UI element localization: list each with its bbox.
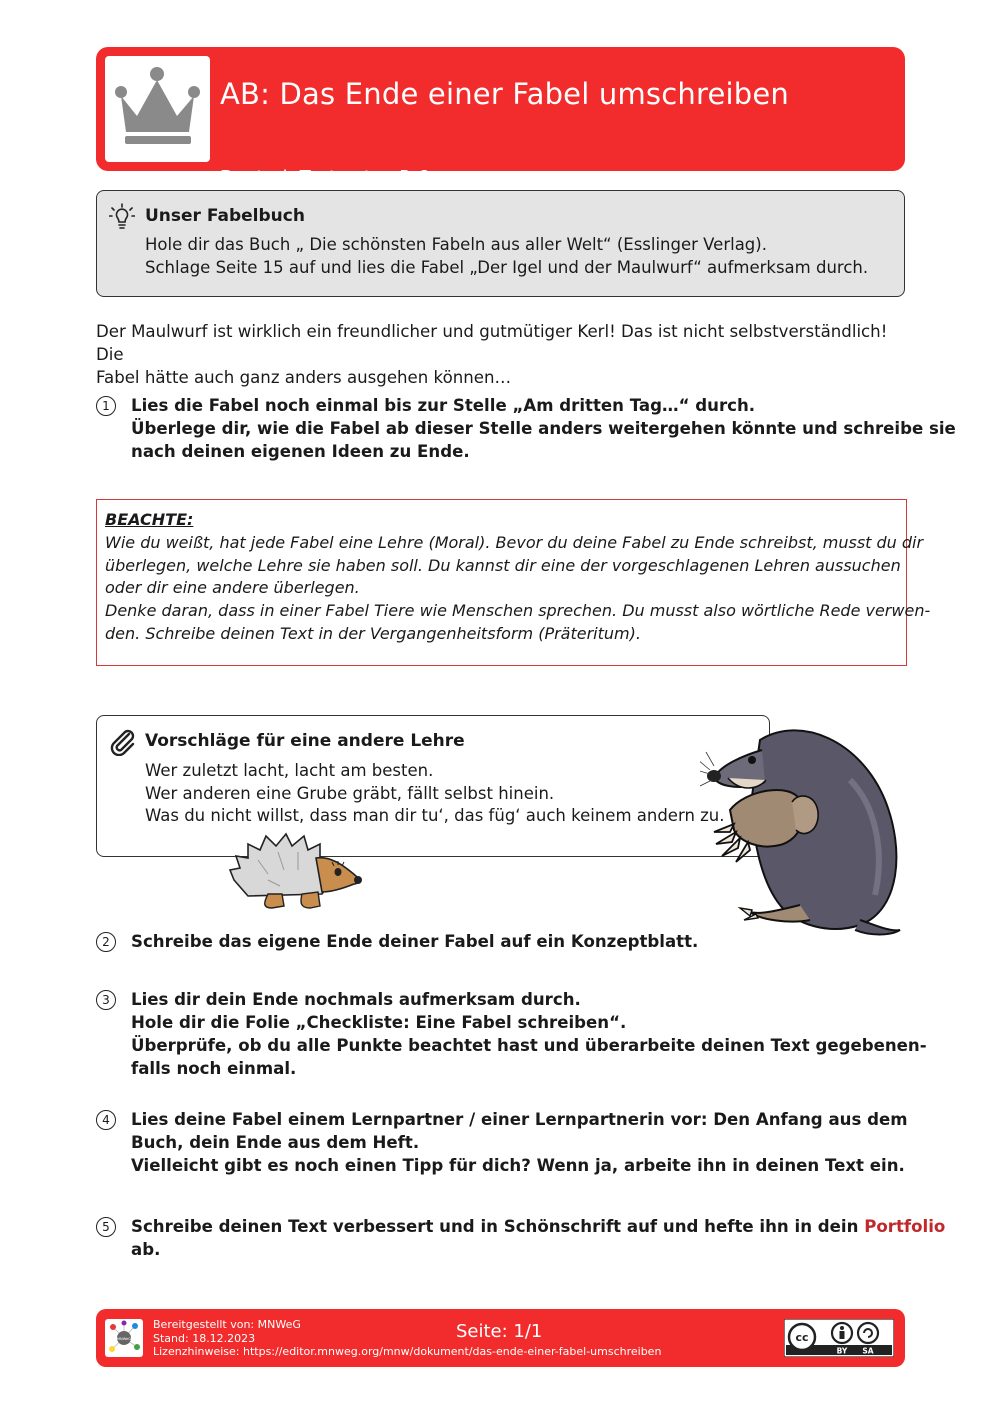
task-line: Schreibe das eigene Ende deiner Fabel auf ein Konzeptblatt. (131, 932, 699, 951)
task-line: Hole dir die Folie „Checkliste: Eine Fabel schreiben“. (131, 1013, 627, 1032)
cc-sa-label: SA (862, 1346, 874, 1356)
proposal-item: Wer anderen eine Grube gräbt, fällt selbst hinein. (145, 784, 555, 803)
info-box-line: Hole dir das Buch „ Die schönsten Fabeln aus aller Welt“ (Esslinger Verlag). (145, 235, 767, 254)
task-line: Lies die Fabel noch einmal bis zur Stelle „Am dritten Tag…“ durch. (131, 396, 756, 415)
task-number: 4 (96, 1110, 116, 1130)
task-number: 5 (96, 1217, 116, 1237)
proposals-box (96, 715, 770, 857)
task-line: falls noch einmal. (131, 1059, 297, 1078)
task-line: nach deinen eigenen Ideen zu Ende. (131, 442, 470, 461)
mnweg-logo (105, 1319, 143, 1357)
task-line: Lies deine Fabel einem Lernpartner / einer Lernpartnerin vor: Den Anfang aus dem (131, 1110, 908, 1129)
note-line: den. Schreibe deinen Text in der Vergangenheitsform (Präteritum). (105, 624, 641, 643)
note-line: Denke daran, dass in einer Fabel Tiere wie Menschen sprechen. Du musst also wörtliche Rede verwen- (105, 601, 931, 620)
task-number: 3 (96, 990, 116, 1010)
mnweg-logo-icon (105, 1319, 143, 1357)
proposal-item: Was du nicht willst, dass man dir tu‘, das füg‘ auch keinem andern zu. (145, 806, 725, 825)
task-number: 2 (96, 932, 116, 952)
logo-text: MNWeG (116, 1337, 132, 1341)
page-subtitle: Deutsch Textsorten R 6 (220, 167, 429, 188)
cc-by-sa-badge (784, 1319, 894, 1357)
hedgehog-illustration (228, 830, 366, 914)
footer-provided: Bereitgestellt von: MNWeG (153, 1318, 301, 1331)
header-banner (96, 47, 905, 188)
logo-box (105, 56, 210, 162)
note-box-beachte (96, 499, 931, 666)
task-line: Buch, dein Ende aus dem Heft. (131, 1133, 420, 1152)
proposal-item: Wer zuletzt lacht, lacht am besten. (145, 761, 434, 780)
info-box-line: Schlage Seite 15 auf und lies die Fabel „Der Igel und der Maulwurf“ aufmerksam durch. (145, 258, 869, 277)
lightbulb-icon (109, 203, 135, 231)
task-line: Vielleicht gibt es noch einen Tipp für dich? Wenn ja, arbeite ihn in deinen Text ein. (131, 1156, 905, 1175)
intro-line: Fabel hätte auch ganz anders ausgehen können… (96, 368, 512, 387)
portfolio-link[interactable]: Portfolio (864, 1217, 946, 1236)
note-line: oder dir eine andere überlegen. (105, 578, 360, 597)
intro-line: Der Maulwurf ist wirklich ein freundlicher und gutmütiger Kerl! Das ist nicht selbstverständlich! Die (96, 322, 888, 364)
task-line: Schreibe deinen Text verbessert und in Schönschrift auf und hefte ihn in dein (131, 1217, 865, 1236)
task-line: Überlege dir, wie die Fabel ab dieser Stelle anders weitergehen könnte und schreibe sie (131, 419, 956, 438)
mole-illustration (700, 720, 905, 938)
task-line: ab. (131, 1240, 161, 1259)
task-line: Überprüfe, ob du alle Punkte beachtet hast und überarbeite deinen Text gegebenen- (131, 1036, 927, 1055)
footer-bar (96, 1309, 905, 1367)
paperclip-icon (109, 728, 137, 756)
task-line: Lies dir dein Ende nochmals aufmerksam durch. (131, 990, 581, 1009)
note-line: Wie du weißt, hat jede Fabel eine Lehre (Moral). Bevor du deine Fabel zu Ende schreibst, musst du dir (105, 533, 924, 552)
cc-icon: cc (795, 1331, 809, 1344)
cc-by-label: BY (836, 1346, 848, 1356)
page-number: Seite: 1/1 (456, 1321, 543, 1342)
footer-license[interactable]: Lizenzhinweise: https://editor.mnweg.org/mnw/dokument/das-ende-einer-fabel-umschreiben (153, 1345, 662, 1358)
info-box-title: Unser Fabelbuch (145, 206, 305, 226)
note-line: überlegen, welche Lehre sie haben soll. Du kannst dir eine der vorgeschlagenen Lehren aussuchen (105, 556, 901, 575)
note-heading: BEACHTE: (105, 510, 194, 529)
footer-date: Stand: 18.12.2023 (153, 1332, 256, 1345)
page-title: AB: Das Ende einer Fabel umschreiben (220, 77, 789, 111)
info-box-fabelbuch (96, 190, 905, 297)
task-number: 1 (96, 396, 116, 416)
proposals-title: Vorschläge für eine andere Lehre (145, 731, 465, 751)
intro-paragraph (96, 320, 908, 389)
crown-icon (113, 66, 203, 152)
